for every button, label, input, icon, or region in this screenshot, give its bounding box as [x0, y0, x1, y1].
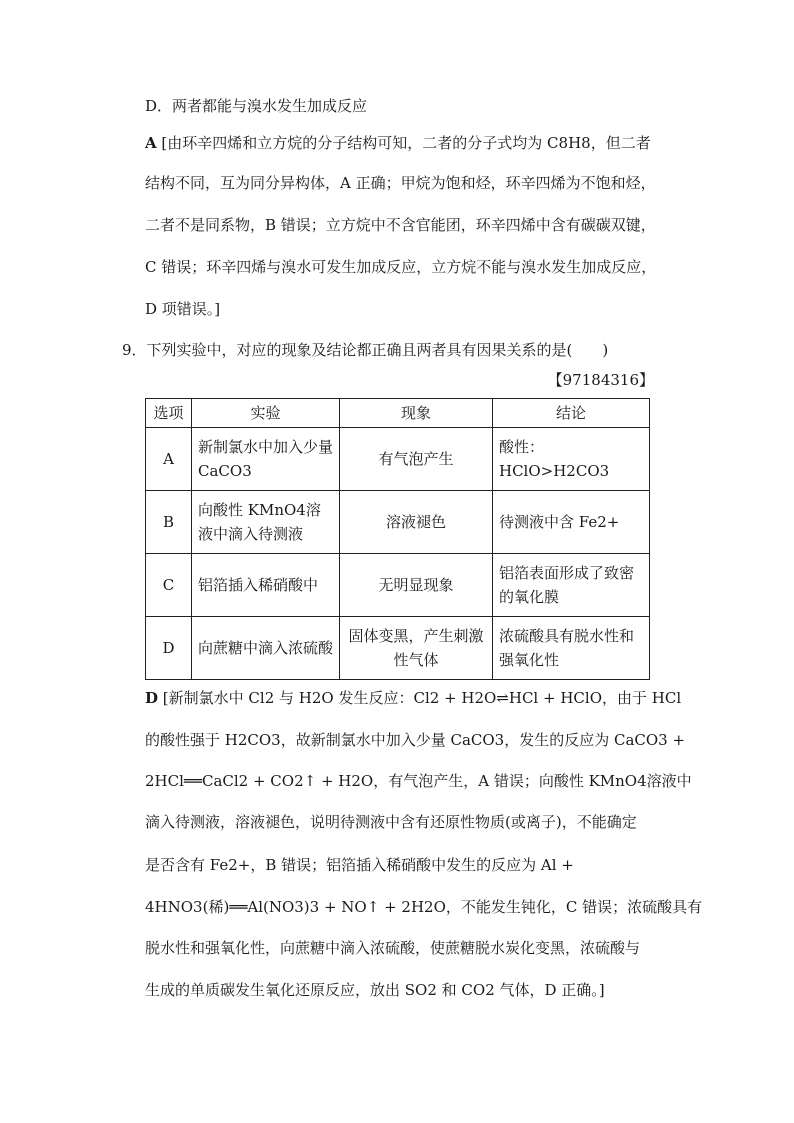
experiment-table	[145, 398, 650, 680]
table-header-row	[146, 399, 650, 428]
prev-answer-text-1: [由环辛四烯和立方烷的分子结构可知，二者的分子式均为 C8H8，但二者	[161, 134, 651, 152]
question-number: 9．	[122, 341, 147, 359]
prev-answer-line-1	[145, 133, 651, 153]
table-row	[146, 617, 650, 680]
row-option: D	[146, 617, 192, 680]
header-experiment: 实验	[192, 399, 340, 428]
answer-line-7: 脱水性和强氧化性，向蔗糖中滴入浓硫酸，使蔗糖脱水炭化变黑，浓硫酸与	[145, 939, 641, 957]
prev-answer-line-2: 结构不同，互为同分异构体，A 正确；甲烷为饱和烃，环辛四烯为不饱和烃，	[145, 174, 656, 192]
answer-line-4: 滴入待测液，溶液褪色，说明待测液中含有还原性物质(或离子)，不能确定	[145, 813, 637, 831]
question-text: 下列实验中，对应的现象及结论都正确且两者具有因果关系的是( )	[146, 341, 609, 359]
row-conclusion: 铝箔表面形成了致密的氧化膜	[493, 554, 650, 617]
row-phenomenon: 固体变黑，产生刺激性气体	[340, 617, 493, 680]
answer-line-5: 是否含有 Fe2+，B 错误；铝箔插入稀硝酸中发生的反应为 Al +	[145, 856, 574, 874]
table-row	[146, 491, 650, 554]
prev-answer-line-5: D 项错误。]	[145, 300, 221, 318]
row-phenomenon: 溶液褪色	[340, 491, 493, 554]
question-ref-id: 【97184316】	[547, 371, 654, 389]
prev-answer-line-3: 二者不是同系物，B 错误；立方烷中不含官能团，环辛四烯中含有碳碳双键，	[145, 216, 656, 234]
header-option: 选项	[146, 399, 192, 428]
answer-line-1	[145, 688, 681, 708]
row-conclusion: 酸性：HClO>H2CO3	[493, 428, 650, 491]
row-conclusion: 浓硫酸具有脱水性和强氧化性	[493, 617, 650, 680]
table-row	[146, 428, 650, 491]
option-d-text: D．两者都能与溴水发生加成反应	[145, 97, 368, 115]
row-phenomenon: 有气泡产生	[340, 428, 493, 491]
header-conclusion: 结论	[493, 399, 650, 428]
answer-line-6: 4HNO3(稀)══Al(NO3)3 + NO↑ + 2H2O，不能发生钝化，C 错误；浓硫酸具有	[145, 898, 703, 916]
row-experiment: 向酸性 KMnO4溶液中滴入待测液	[192, 491, 340, 554]
prev-answer-line-4: C 错误；环辛四烯与溴水可发生加成反应，立方烷不能与溴水发生加成反应，	[145, 258, 657, 276]
answer-line-2: 的酸性强于 H2CO3，故新制氯水中加入少量 CaCO3，发生的反应为 CaCO3 +	[145, 731, 686, 749]
answer-line-3: 2HCl══CaCl2 + CO2↑ + H2O，有气泡产生，A 错误；向酸性 KMnO4溶液中	[145, 772, 692, 790]
question-9	[122, 340, 608, 360]
row-conclusion: 待测液中含 Fe2+	[493, 491, 650, 554]
header-phenomenon: 现象	[340, 399, 493, 428]
table-row	[146, 554, 650, 617]
row-experiment: 铝箔插入稀硝酸中	[192, 554, 340, 617]
row-phenomenon: 无明显现象	[340, 554, 493, 617]
row-option: A	[146, 428, 192, 491]
row-experiment: 向蔗糖中滴入浓硫酸	[192, 617, 340, 680]
row-option: B	[146, 491, 192, 554]
row-experiment: 新制氯水中加入少量 CaCO3	[192, 428, 340, 491]
answer-text-1: [新制氯水中 Cl2 与 H2O 发生反应：Cl2 + H2O⇌HCl + HClO，由于 HCl	[162, 689, 682, 707]
prev-answer-letter: A	[145, 134, 157, 152]
answer-line-8: 生成的单质碳发生氧化还原反应，放出 SO2 和 CO2 气体，D 正确。]	[145, 981, 605, 999]
answer-letter: D	[145, 689, 159, 707]
row-option: C	[146, 554, 192, 617]
